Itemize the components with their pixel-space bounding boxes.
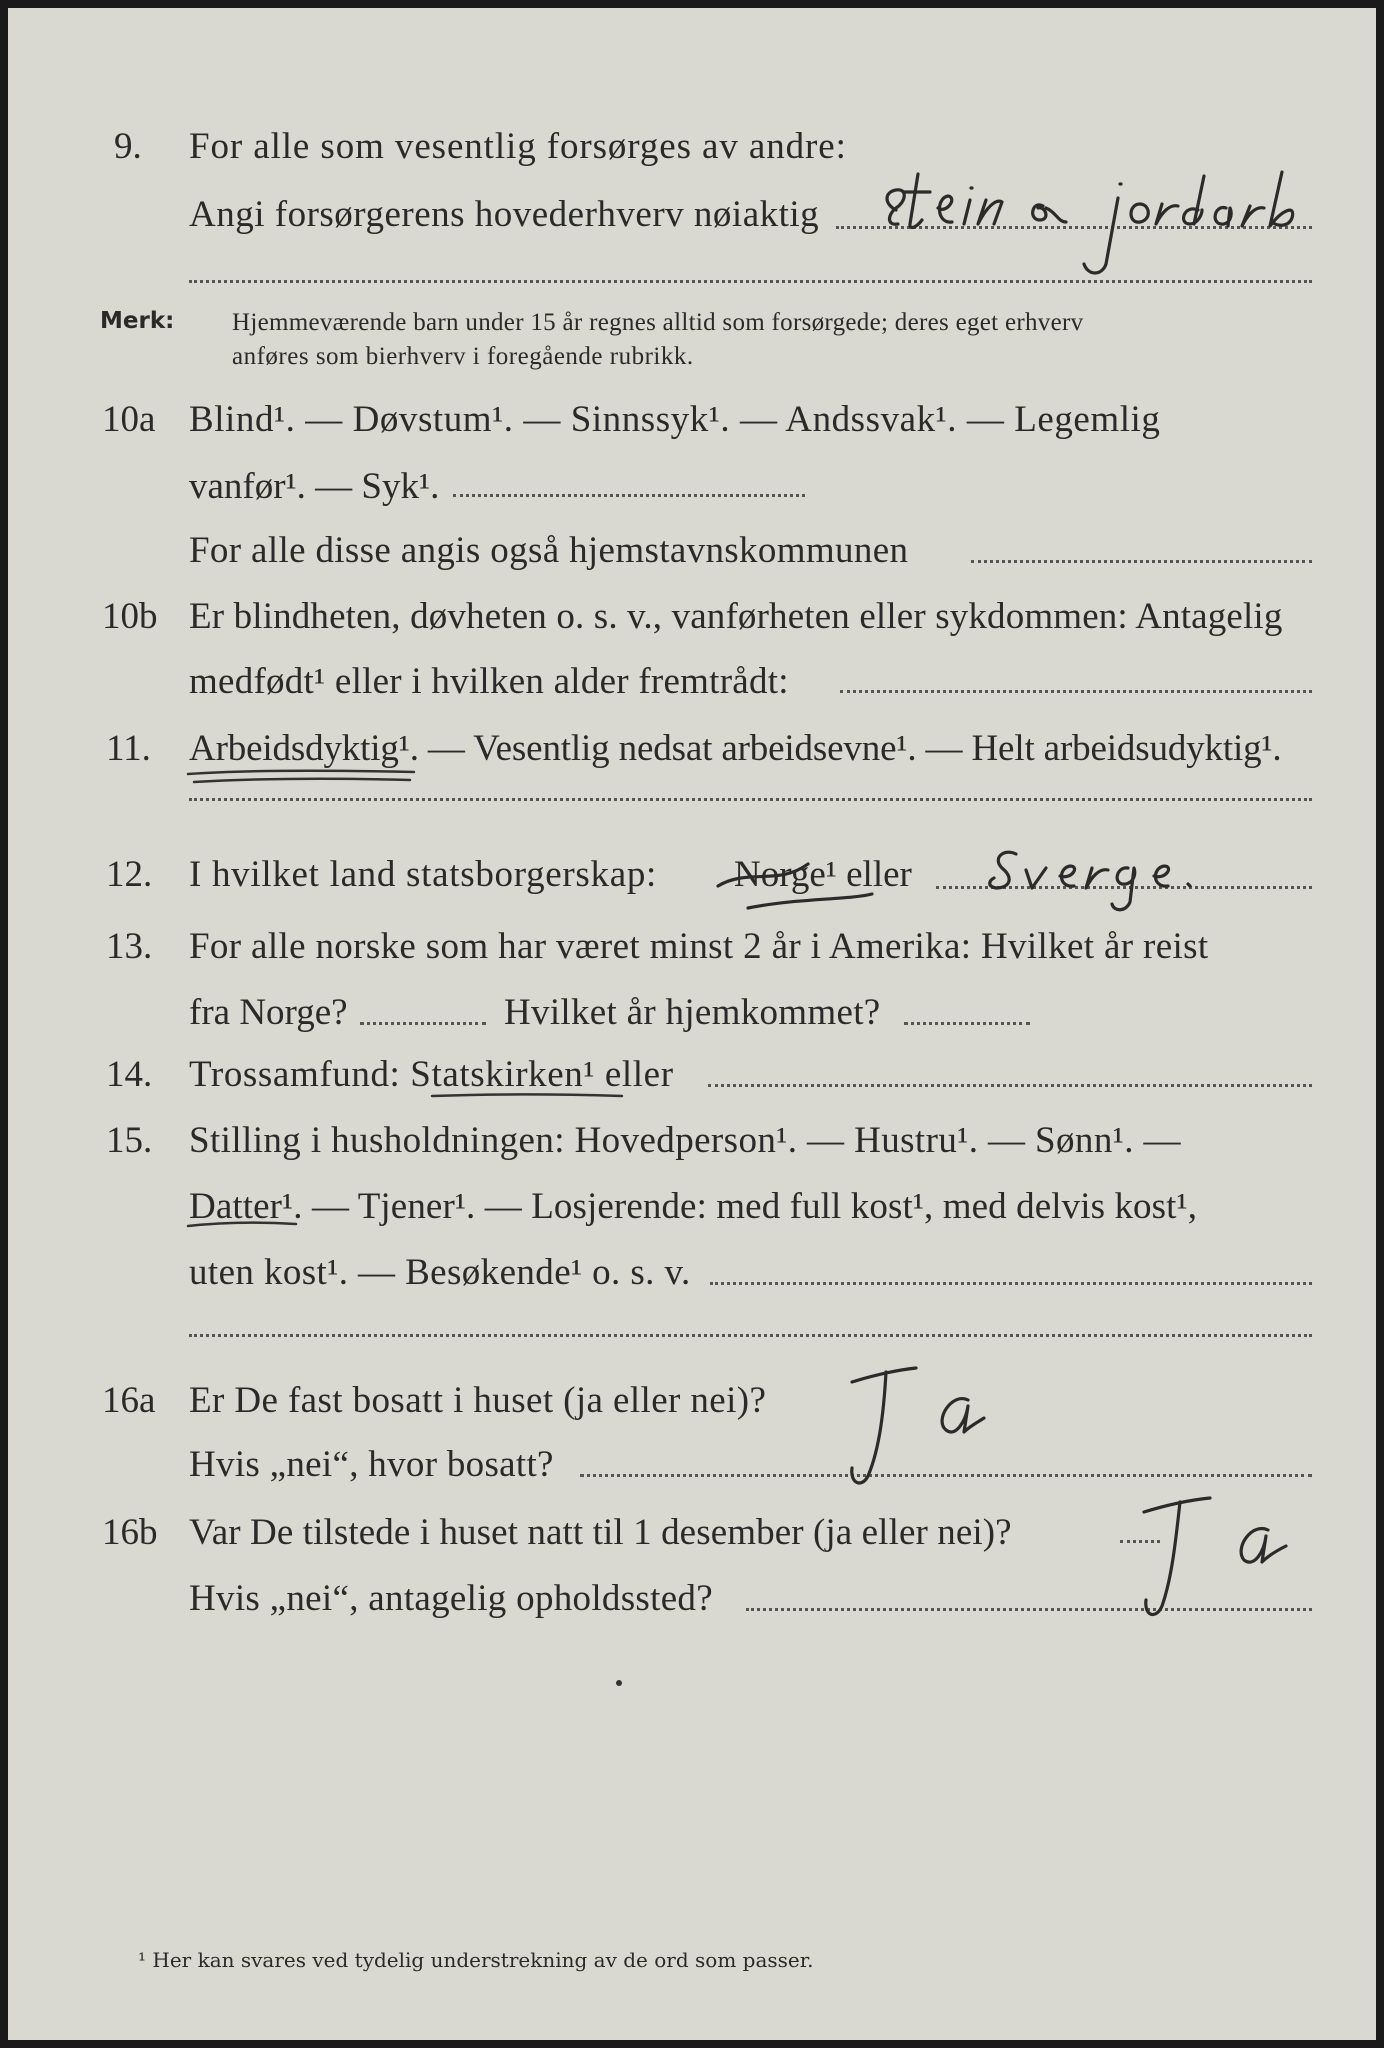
q13-return-line [904, 1022, 1030, 1025]
q15-underline-mark [184, 1218, 304, 1238]
q16a-number: 16a [102, 1380, 156, 1421]
q16b-handwritten-answer [1118, 1482, 1338, 1632]
q10a-line2: vanfør¹. — Syk¹. [189, 466, 440, 507]
q15-line1: Stilling i husholdningen: Hovedperson¹. — Hustru¹. — Sønn¹. — [189, 1120, 1181, 1161]
q11-underline-mark [184, 760, 424, 790]
q10a-line3: For alle disse angis også hjemstavnskommunen [189, 530, 909, 571]
q9-line2: Angi forsørgerens hovederhverv nøiaktig [189, 194, 820, 235]
q15-line2: Datter¹. — Tjener¹. — Losjerende: med full kost¹, med delvis kost¹, [189, 1186, 1198, 1227]
q11-extra-line [189, 798, 1312, 801]
q10b-answer-line [840, 690, 1312, 693]
census-form-page [8, 8, 1376, 2040]
q9-handwritten-answer [878, 168, 1328, 278]
footnote: ¹ Her kan svares ved tydelig understrekning av de ord som passer. [138, 1948, 814, 1972]
q12-line1a: I hvilket land statsborgerskap: [189, 854, 658, 895]
q14-underline-mark [428, 1088, 628, 1110]
q15-number: 15. [106, 1120, 153, 1161]
q13-line1: For alle norske som har været minst 2 år i Amerika: Hvilket år reist [189, 926, 1209, 967]
q16b-number: 16b [102, 1512, 158, 1553]
q12-line1b: Norge¹ eller [734, 854, 912, 895]
q13-line2a: fra Norge? [189, 992, 348, 1033]
q10b-line1: Er blindheten, døvheten o. s. v., vanførheten eller sykdommen: Antagelig [189, 596, 1283, 637]
q14-answer-line [708, 1084, 1312, 1087]
merk-line2: anføres som bierhverv i foregående rubrikk. [232, 343, 694, 370]
q12-number: 12. [106, 854, 153, 895]
q10b-line2: medfødt¹ eller i hvilken alder fremtrådt: [189, 661, 789, 702]
q15-answer-line [710, 1282, 1312, 1285]
merk-label: Merk: [100, 308, 175, 334]
q10a-answer-line [453, 494, 805, 497]
q13-line2b: Hvilket år hjemkommet? [504, 992, 881, 1033]
q10a-hometown-line [971, 560, 1312, 563]
q10a-number: 10a [102, 399, 156, 440]
q12-handwritten-answer [708, 828, 1318, 918]
q14-number: 14. [106, 1054, 153, 1095]
q16b-line1: Var De tilstede i huset natt til 1 desember (ja eller nei)? [189, 1512, 1012, 1553]
q10a-line1: Blind¹. — Døvstum¹. — Sinnssyk¹. — Andssvak¹. — Legemlig [189, 399, 1161, 440]
q9-number: 9. [114, 126, 142, 167]
q9-extra-line [189, 280, 1312, 283]
q13-number: 13. [106, 926, 153, 967]
q15-line3: uten kost¹. — Besøkende¹ o. s. v. [189, 1252, 691, 1293]
q10b-number: 10b [102, 596, 158, 637]
q16a-handwritten-answer [828, 1348, 1028, 1498]
merk-line1: Hjemmeværende barn under 15 år regnes alltid som forsørgede; deres eget erhverv [232, 309, 1084, 336]
q9-line1: For alle som vesentlig forsørges av andre: [189, 126, 847, 167]
q15-extra-line [189, 1334, 1312, 1337]
q11-number: 11. [106, 728, 151, 769]
q16b-line2: Hvis „nei“, antagelig opholdssted? [189, 1578, 713, 1619]
q14-line1: Trossamfund: Statskirken¹ eller [189, 1054, 674, 1095]
ink-dot [616, 1680, 622, 1686]
q13-departure-line [360, 1022, 486, 1025]
q11-line1: Arbeidsdyktig¹. — Vesentlig nedsat arbeidsevne¹. — Helt arbeidsudyktig¹. [189, 728, 1282, 769]
q16a-line2: Hvis „nei“, hvor bosatt? [189, 1444, 554, 1485]
q16a-line1: Er De fast bosatt i huset (ja eller nei)? [189, 1380, 767, 1421]
